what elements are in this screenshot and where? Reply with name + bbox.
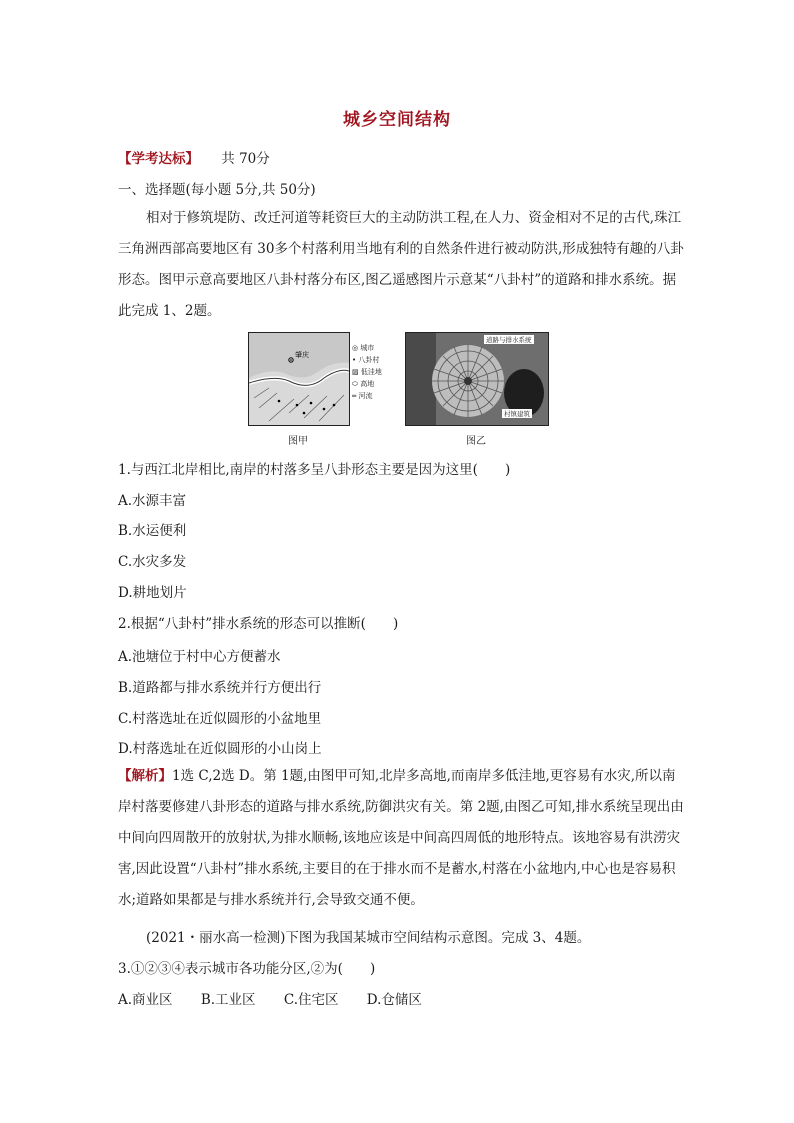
photo-label-bottom: 村镇建筑	[504, 410, 530, 418]
section-header	[118, 147, 270, 167]
highland-icon: ⬭	[352, 380, 361, 388]
q1-option-c: C.水灾多发	[118, 554, 187, 570]
analysis-text: 1选 C,2选 D。第 1题,由图甲可知,北岸多高地,而南岸多低洼地,更容易有水灾,所以南岸村落要修建八卦形态的道路与排水系统,防御洪灾有关。第 2题,由图乙可知,排水系统呈现出由中间向四周散开的放射状,为排水顺畅,该地应该是中间高四周低的地形特点。该地容易有洪涝灾害,因此设置“八卦村”排水系统,主要目的在于排水而不是蓄水,村落在小盆地内,中心也是容易积水;道路如果都是与排水系统并行,会导致交通不便。	[118, 768, 684, 908]
village-icon: •	[352, 356, 359, 364]
intro-paragraph: 相对于修筑堤防、改迁河道等耗资巨大的主动防洪工程,在人力、资金相对不足的古代,珠江三角洲西部高要地区有 30多个村落利用当地有利的自然条件进行被动防洪,形成独特有趣的八卦形态。图甲示意高要地区八卦村落分布区,图乙遥感图片示意某“八卦村”的道路和排水系统。据此完成 1、2题。	[118, 210, 684, 319]
caption-b: 图乙	[466, 436, 486, 447]
q2-option-c: C.村落选址在近似圆形的小盆地里	[118, 711, 322, 727]
map-image	[249, 333, 349, 425]
q1-option-b: B.水运便利	[118, 523, 187, 539]
q3-option-c: C.住宅区	[283, 992, 339, 1008]
q1-stem: 1.与西江北岸相比,南岸的村落多呈八卦形态主要是因为这里( )	[118, 462, 511, 478]
caption-a: 图甲	[288, 436, 308, 447]
q1-option-d: D.耕地划片	[118, 585, 187, 601]
legend-highland: ⬭ 高地	[352, 380, 375, 388]
q3-option-a: A.商业区	[118, 992, 173, 1008]
q2-option-d: D.村落选址在近似圆形的小山岗上	[118, 741, 322, 757]
section-title: 一、选择题(每小题 5分,共 50分)	[118, 182, 316, 198]
q3-options	[118, 988, 446, 1008]
q1-option-a: A.水源丰富	[118, 493, 187, 509]
map-legend	[352, 342, 402, 402]
lowland-icon: ▨	[352, 368, 361, 376]
photo-label-top: 道路与排水系统	[486, 336, 532, 344]
section-score: 共 70分	[221, 151, 270, 167]
q3-option-b: B.工业区	[200, 992, 256, 1008]
analysis-block	[118, 761, 688, 916]
intro2-paragraph: (2021・丽水高一检测)下图为我国某城市空间结构示意图。完成 3、4题。	[146, 930, 591, 946]
q3-option-d: D.仓储区	[366, 992, 422, 1008]
figure-group	[248, 332, 548, 447]
analysis-tag: 【解析】	[118, 768, 172, 784]
map-city-label: 肇庆	[295, 351, 309, 359]
q3-stem: 3.①②③④表示城市各功能分区,②为( )	[118, 961, 376, 977]
legend-city: ◎ 城市	[352, 344, 375, 352]
satellite-figure	[405, 332, 549, 426]
q2-stem: 2.根据“八卦村”排水系统的形态可以推断( )	[118, 616, 399, 632]
legend-lowland: ▨ 低洼地	[352, 368, 382, 376]
q2-option-b: B.道路都与排水系统并行方便出行	[118, 680, 322, 696]
map-figure	[248, 332, 350, 426]
section-tag: 【学考达标】	[118, 151, 199, 167]
page-title: 城乡空间结构	[343, 110, 451, 130]
city-icon: ◎	[352, 344, 361, 352]
legend-river: ═ 河流	[352, 392, 373, 400]
river-icon: ═	[352, 392, 359, 400]
legend-village: • 八卦村	[352, 356, 380, 364]
q2-option-a: A.池塘位于村中心方便蓄水	[118, 649, 281, 665]
